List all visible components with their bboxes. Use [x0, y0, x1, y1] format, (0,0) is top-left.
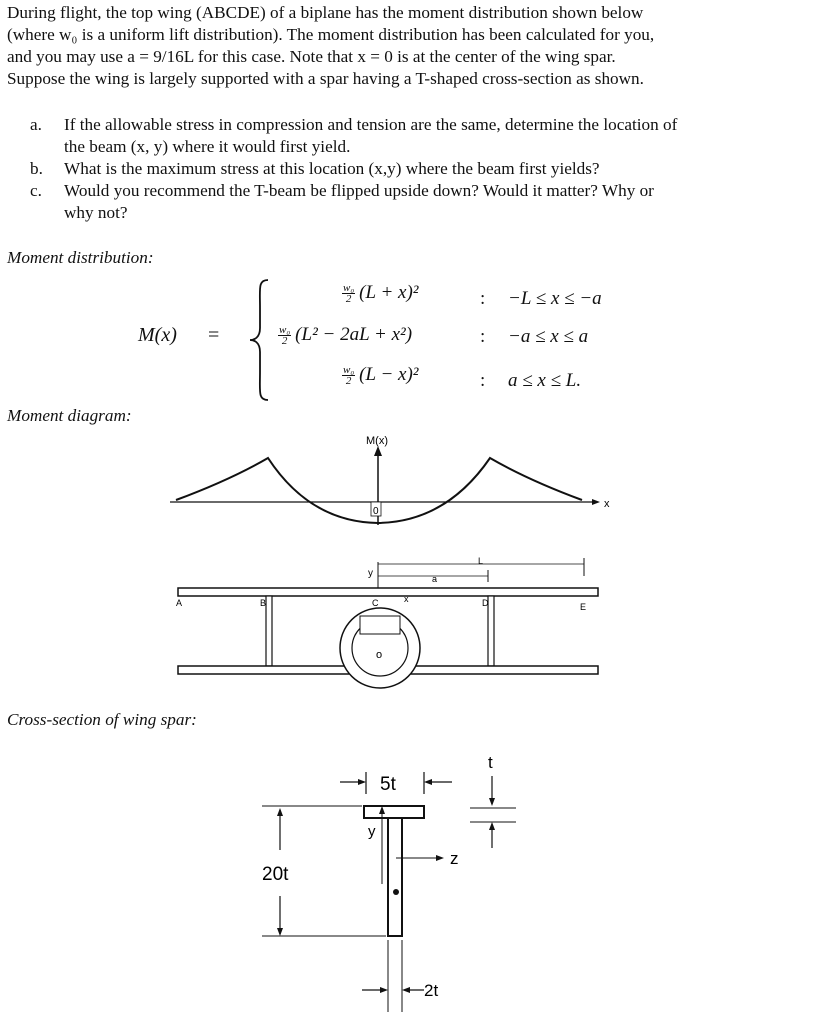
fraction: $\frac{\text{w₀}}{2}$	[343, 282, 355, 306]
question-list	[30, 114, 800, 224]
arrow-icon	[489, 798, 495, 806]
y-axis-label: y	[368, 823, 376, 840]
formula-condition: −a ≤ x ≤ a	[508, 326, 589, 347]
question-b	[30, 158, 800, 180]
formula-colon: :	[480, 326, 486, 347]
question-text: Would you recommend the T-beam be flipped upside down? Would it matter? Why or	[64, 181, 654, 200]
x-axis-arrow-icon	[592, 499, 600, 505]
t-web	[388, 818, 402, 936]
point-label-A: A	[176, 598, 183, 608]
point-label-B: B	[260, 598, 267, 608]
fraction: $\frac{\text{w₀}}{2}$	[343, 364, 355, 388]
z-axis-label: z	[450, 849, 459, 868]
dim-y-label: y	[368, 568, 373, 579]
arrow-icon	[277, 808, 283, 816]
arrow-icon	[489, 822, 495, 830]
intro-line: During flight, the top wing (ABCDE) of a biplane has the moment distribution shown below	[7, 3, 644, 22]
question-label: a.	[30, 115, 42, 134]
arrow-icon	[380, 987, 388, 993]
question-text: What is the maximum stress at this location (x,y) where the beam first yields?	[64, 159, 600, 178]
question-text: why not?	[64, 203, 128, 222]
t-flange	[364, 806, 424, 818]
cockpit	[360, 616, 400, 634]
moment-distribution-heading: Moment distribution:	[7, 248, 154, 267]
formula-colon: :	[480, 370, 486, 391]
x-axis-label: x	[604, 498, 610, 510]
question-a	[30, 114, 800, 158]
formula-colon: :	[480, 288, 486, 309]
fuselage-marker: o	[376, 649, 383, 661]
dim-a-label: a	[432, 574, 438, 584]
web-thickness-label: 2t	[424, 981, 439, 1000]
origin-label: 0	[373, 506, 379, 517]
arrow-icon	[277, 928, 283, 936]
question-text: the beam (x, y) where it would first yield.	[64, 137, 351, 156]
flange-width-label: 5t	[380, 774, 396, 795]
moment-diagram	[0, 430, 814, 705]
formula-row-2: $\frac{\text{w₀}}{2}$ (L² − 2aL + x²)	[279, 324, 413, 348]
formula-lhs: M(x)	[138, 324, 177, 346]
point-label-D: D	[482, 598, 489, 608]
point-label-C: C	[372, 598, 379, 608]
dim-L-label: L	[478, 556, 484, 566]
z-axis-arrow-icon	[436, 855, 444, 861]
centroid-marker	[393, 889, 399, 895]
right-strut	[488, 596, 494, 666]
point-label-E: E	[580, 602, 587, 612]
formula-row-3: $\frac{\text{w₀}}{2}$ (L − x)²	[343, 364, 419, 388]
cross-section-heading: Cross-section of wing spar:	[7, 710, 197, 729]
left-strut	[266, 596, 272, 666]
question-label: c.	[30, 181, 42, 200]
y-axis-arrow-icon	[374, 446, 382, 456]
problem-intro	[7, 2, 807, 90]
formula-condition: a ≤ x ≤ L.	[508, 370, 582, 391]
intro-line: and you may use a = 9/16L for this case. Note that x = 0 is at the center of the wing spar.	[7, 47, 616, 66]
moment-diagram-heading: Moment diagram:	[7, 406, 132, 425]
question-label: b.	[30, 159, 43, 178]
question-text: If the allowable stress in compression and tension are the same, determine the location of	[64, 115, 678, 134]
t-cross-section	[0, 740, 814, 1024]
flange-thickness-label: t	[488, 753, 493, 772]
height-label: 20t	[262, 864, 289, 885]
intro-line: (where w₀ is a uniform lift distribution). The moment distribution has been calculated for you,	[7, 25, 655, 44]
y-axis-label: M(x)	[366, 435, 388, 447]
fraction: $\frac{\text{w₀}}{2}$	[279, 324, 291, 348]
arrow-icon	[358, 779, 366, 785]
arrow-icon	[402, 987, 410, 993]
formula-condition: −L ≤ x ≤ −a	[508, 288, 602, 309]
dim-x-label: x	[404, 594, 409, 604]
arrow-icon	[424, 779, 432, 785]
question-c	[30, 180, 800, 224]
top-wing	[178, 588, 598, 596]
formula-equals: =	[208, 324, 220, 346]
formula-row-1: $\frac{\text{w₀}}{2}$ (L + x)²	[343, 282, 419, 306]
left-brace	[248, 278, 272, 402]
intro-line: Suppose the wing is largely supported with a spar having a T-shaped cross-section as shown.	[7, 69, 644, 88]
